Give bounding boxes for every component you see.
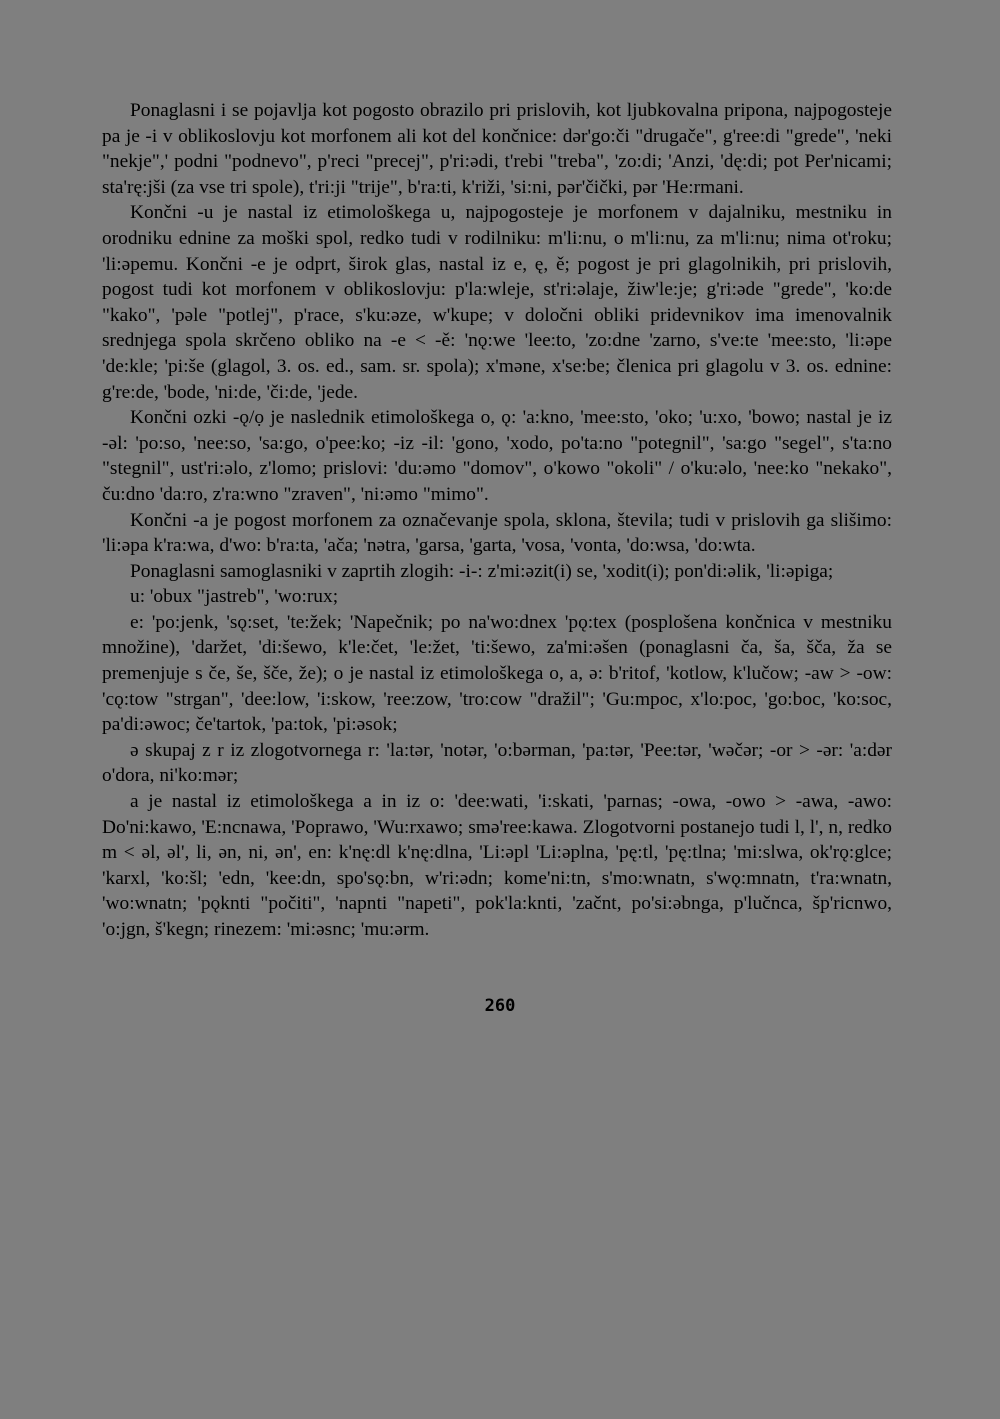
page-number: 260	[484, 996, 516, 1016]
paragraph-e: e: 'po:jenk, 'sǫ:set, 'te:žek; 'Napečnik; po na'wo:dnex 'pǫ:tex (posplošena končnica v mestniku množine), 'daržet, 'di:šewo, k'le:čet, 'le:žet, 'ti:šewo, za'mi:əšen (ponaglasni ča, ša, šča, ža se premenjuje s če, še, šče, že); o je nastal iz etimološkega o, a, ə: b'ritof, 'kotlow, k'lučow; -aw > -ow: 'cǫ:tow "strgan", 'dee:low, 'i:skow, 'ree:zow, 'tro:cow "dražil"; 'Gu:mpoc, x'lo:poc, 'go:boc, 'ko:soc, pa'di:əwoc; če'tartok, 'pa:tok, 'pi:əsok;	[102, 611, 892, 736]
paragraph-final-u-e: Končni -u je nastal iz etimološkega u, najpogosteje je morfonem v dajalniku, mestniku in orodniku ednine za moški spol, redko tudi v rodilniku: m'li:nu, o m'li:nu, za m'li:nu; nima ot'roku; 'li:əpemu. Končni -e je odprt, širok glas, nastal iz e, ę, ě; pogost je pri glagolnikih, pri prislovih, pogost tudi kot morfonem v oblikoslovju: p'la:wleje, st'ri:əlaje, žiw'le:je; g'ri:əde "grede", 'ko:de "kako", 'pəle "potlej", p'race, s'ku:əze, w'kupe; v določni obliki pridevnikov ima imenovalnik srednjega spola skrčeno obliko na -e < -ě: 'nǫ:we 'lee:to, 'zo:dne 'zarno, s've:te 'mee:sto, 'li:əpe 'de:kle; 'pi:še (glagol, 3. os. ed., sam. sr. spola); x'məne, x'se:be; členica pri glagolu v 3. os. ednine: g're:de, 'bode, 'ni:de, 'či:de, 'jede.	[102, 202, 892, 403]
paragraph-closed-syllables: Ponaglasni samoglasniki v zaprtih zlogih: -i-: z'mi:əzit(i) se, 'xodit(i); pon'di:əlik, 'li:əpiga;	[130, 560, 834, 582]
paragraph-final-a: Končni -a je pogost morfonem za označevanje spola, sklona, števila; tudi v prislovih ga slišimo: 'li:əpa k'ra:wa, d'wo: b'ra:ta, 'ača; 'nətra, 'garsa, 'garta, 'vosa, 'vonta, 'do:wsa, 'do:wta.	[102, 509, 892, 557]
paragraph-final-narrow-o: Končni ozki -ǫ/ọ je naslednik etimološkega o, ǫ: 'a:kno, 'mee:sto, 'oko; 'u:xo, 'bowo; nastal je iz -əl: 'po:so, 'nee:so, 'sa:go, o'pee:ko; -iz -il: 'gono, 'xodo, po'ta:no "potegnil", 'sa:go "segel", s'ta:no "stegnil", ust'ri:əlo, z'lomo; prislovi: 'du:əmo "domov", o'kowo "okoli" / o'ku:əlo, 'nee:ko "nekako", ču:dno 'da:ro, z'ra:wno "zraven", 'ni:əmo "mimo".	[102, 407, 892, 505]
paragraph-u: u: 'obux "jastreb", 'wo:rux;	[130, 586, 339, 608]
document-page	[102, 98, 892, 943]
paragraph-unstressed-i: Ponaglasni i se pojavlja kot pogosto obrazilo pri prislovih, kot ljubkovalna pripona, najpogosteje pa je -i v oblikoslovju kot morfonem ali kot del končnice: dər'go:či "drugače", g'ree:di "grede", 'neki "nekje",' podni "podnevo", p'reci "precej", p'ri:ədi, t'rebi "treba", 'zo:di; 'Anzi, 'dę:di; pot Per'nicami; sta'rę:jši (za vse tri spole), t'ri:ji "trije", b'ra:ti, k'riži, 'si:ni, pər'čički, pər 'He:rmani.	[102, 100, 892, 198]
paragraph-a-syllabic: a je nastal iz etimološkega a in iz o: 'dee:wati, 'i:skati, 'parnas; -owa, -owo > -awa, -awo: Do'ni:kawo, 'E:ncnawa, 'Poprawo, 'Wu:rxawo; smə'ree:kawa. Zlogotvorni postanejo tudi l, l', n, redko m < əl, əl', li, ən, ni, ən', en: k'nę:dl k'nę:dlna, 'Li:əpl 'Li:əplna, 'pę:tl, 'pę:tlna; 'mi:slwa, ok'rǫ:glce; 'karxl, 'ko:šl; 'edn, 'kee:dn, spo'sǫ:bn, w'ri:ədn; kome'ni:tn, s'mo:wnatn, s'wǫ:mnatn, t'ra:wnatn, 'wo:wnatn; 'pǫknti "počiti", 'napnti "napeti", pok'la:knti, 'začnt, po'si:əbnga, p'lučnca, šp'ricnwo, 'o:jgn, š'kegn; rinezem: 'mi:əsnc; 'mu:ərm.	[102, 791, 892, 940]
paragraph-schwa: ə skupaj z r iz zlogotvornega r: 'la:tər, 'notər, 'o:bərman, 'pa:tər, 'Pee:tər, 'wəčər; -or > -ər: 'a:dər o'dora, ni'ko:mər;	[102, 739, 892, 787]
